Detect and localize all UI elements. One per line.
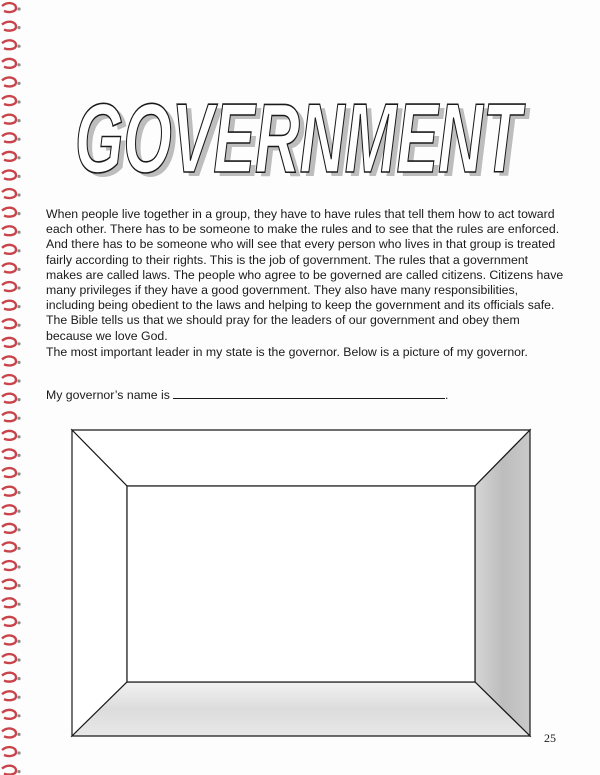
binding-hole [17,603,20,606]
binding-hole [17,696,20,699]
binding-coil [2,3,16,12]
binding-hole [17,156,20,159]
binding-coil [2,208,16,217]
binding-coil [2,766,16,775]
binding-coil [2,301,16,310]
binding-hole [17,175,20,178]
frame-top-bevel [72,430,530,486]
binding-hole [17,472,20,475]
binding-hole [17,621,20,624]
intro-paragraph: When people live together in a group, they have to have rules that tell them how to act toward each other. There has to be someone to make the rules and to see that the rules are enforced. And there has to be someone who will see that every person who lives in that group is treated fairly according to their rights. This is the job of government. The rules that a government makes are called laws. The people who agree to be governed are called citizens. Citizens have many privileges if they have a good government. They also have many responsibilities, including being obedient to the laws and helping to keep the government and its officials safe. The Bible tells us that we should pray for the leaders of our government and obey them because we love God. [46,207,564,343]
binding-coil [2,654,16,663]
binding-hole [17,324,20,327]
binding-coil [2,40,16,49]
binding-coil [2,394,16,403]
binding-coil [2,598,16,607]
binding-hole [17,231,20,234]
binding-hole [17,714,20,717]
binding-hole [17,193,20,196]
binding-hole [17,249,20,252]
binding-coil [2,487,16,496]
governor-name-blank[interactable] [173,386,445,399]
binding-coil [2,171,16,180]
binding-hole [17,305,20,308]
binding-coil [2,22,16,31]
binding-hole [17,510,20,513]
binding-coil [2,357,16,366]
binding-hole [17,286,20,289]
picture-frame[interactable] [70,428,532,738]
binding-coil [2,710,16,719]
binding-hole [17,268,20,271]
binding-hole [17,361,20,364]
binding-hole [17,398,20,401]
binding-coil [2,78,16,87]
binding-coil [2,226,16,235]
binding-hole [17,435,20,438]
binding-coil [2,691,16,700]
binding-hole [17,119,20,122]
binding-hole [17,677,20,680]
binding-coil [2,580,16,589]
binding-hole [17,63,20,66]
binding-coil [2,189,16,198]
page-number: 25 [544,731,556,745]
binding-hole [17,212,20,215]
binding-hole [17,584,20,587]
binding-coil [2,245,16,254]
binding-coil [2,468,16,477]
binding-hole [17,26,20,29]
binding-hole [17,733,20,736]
name-prompt: My governor’s name is [46,388,170,402]
binding-coil [2,543,16,552]
binding-coil [2,152,16,161]
governor-sentence: The most important leader in my state is the governor. Below is a picture of my governor. [46,345,528,359]
governor-name-line [46,386,566,403]
binding-hole [17,491,20,494]
binding-coil [2,673,16,682]
title-shadow: GOVERNMENT [80,87,531,186]
name-period: . [444,388,449,402]
binding-coil [2,319,16,328]
binding-coil [2,747,16,756]
binding-coil [2,282,16,291]
binding-hole [17,138,20,141]
binding-hole [17,640,20,643]
binding-hole [17,547,20,550]
binding-coil [2,133,16,142]
binding-hole [17,770,20,773]
binding-hole [17,417,20,420]
binding-coil [2,729,16,738]
binding-coil [2,338,16,347]
binding-coil [2,524,16,533]
binding-hole [17,658,20,661]
binding-hole [17,454,20,457]
binding-coil [2,115,16,124]
spiral-binding [0,0,26,775]
binding-coil [2,96,16,105]
binding-coil [2,561,16,570]
binding-hole [17,100,20,103]
binding-coil [2,264,16,273]
binding-coil [2,450,16,459]
binding-hole [17,45,20,48]
frame-bottom-bevel [72,682,530,736]
binding-hole [17,751,20,754]
binding-coil [2,636,16,645]
binding-hole [17,528,20,531]
portrait-area[interactable] [127,486,475,682]
binding-coil [2,412,16,421]
binding-coil [2,617,16,626]
binding-coil [2,59,16,68]
binding-coil [2,375,16,384]
binding-hole [17,7,20,10]
binding-hole [17,379,20,382]
page-title [60,76,540,186]
title-outline: GOVERNMENT [75,83,526,186]
binding-coil [2,505,16,514]
binding-hole [17,82,20,85]
binding-hole [17,342,20,345]
binding-hole [17,565,20,568]
binding-coil [2,431,16,440]
